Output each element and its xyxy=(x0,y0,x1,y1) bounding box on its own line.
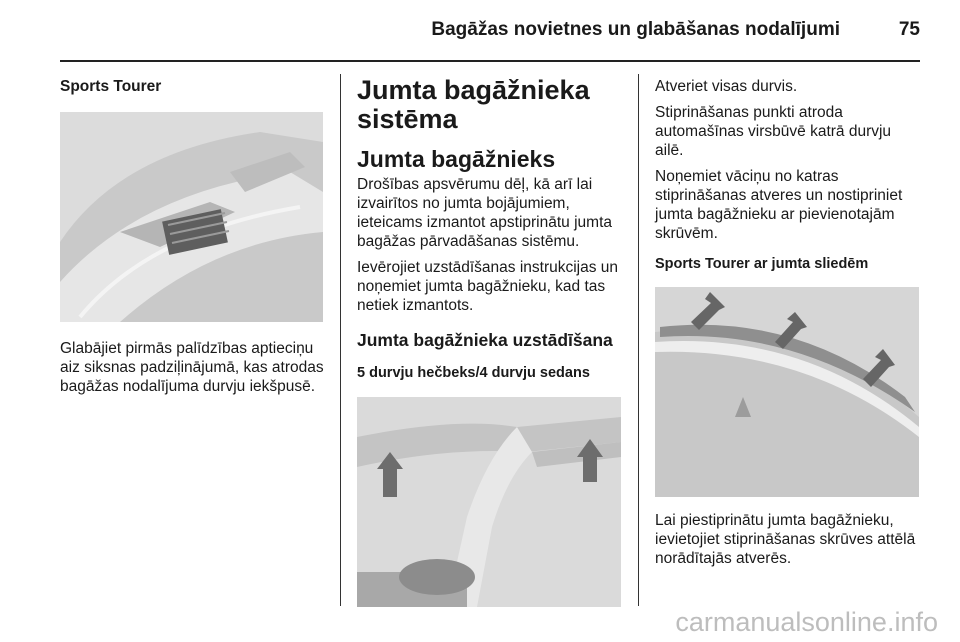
column-1 xyxy=(60,74,326,396)
section-subtitle: Sports Tourer xyxy=(60,78,162,95)
column-2 xyxy=(357,74,623,607)
instructions-paragraph: Ievērojiet uzstādīšanas instrukcijas un noņemiet jumta bagāžnieku, kad tas netiek izmantots. xyxy=(357,259,619,314)
watermark: carmanualsonline.info xyxy=(675,607,938,637)
safety-paragraph: Drošības apsvērumu dēļ, kā arī lai izvairītos no jumta bojājumiem, ieteicams izmantot apstiprinātu jumta bagāžas pārvadāšanas sistēmu. xyxy=(357,176,613,250)
first-aid-paragraph: Glabājiet pirmās palīdzības aptieciņu aiz siksnas padziļinājumā, kas atrodas bagāžas nodalījuma durvju iekšpusē. xyxy=(60,340,324,395)
column-divider xyxy=(638,74,639,606)
open-doors-paragraph: Atveriet visas durvis. xyxy=(655,78,798,95)
trunk-first-aid-illustration xyxy=(60,112,323,322)
remove-caps-paragraph: Noņemiet vāciņu no katras stiprināšanas atveres un nostipriniet jumta bagāžnieku ar pievienotajām skrūvēm. xyxy=(655,168,903,242)
roof-rail-illustration xyxy=(655,287,919,497)
mounting-screws-paragraph: Lai piestiprinātu jumta bagāžnieku, ievietojiet stiprināšanas skrūves attēlā norādītajās atverēs. xyxy=(655,512,916,567)
column-divider xyxy=(340,74,341,606)
page-header xyxy=(0,0,960,62)
header-divider xyxy=(60,60,920,62)
page-number: 75 xyxy=(898,19,920,40)
subsection-heading: Jumta bagāžnieks xyxy=(357,146,556,172)
column-3 xyxy=(655,74,920,568)
page-title: Bagāžas novietnes un glabāšanas nodalījumi xyxy=(431,19,840,40)
model-subheading: 5 durvju hečbeks/4 durvju sedans xyxy=(357,365,590,381)
rails-subheading: Sports Tourer ar jumta sliedēm xyxy=(655,256,869,272)
mount-points-paragraph: Stiprināšanas punkti atroda automašīnas virsbūvē katrā durvju ailē. xyxy=(655,104,892,159)
section-heading: Jumta bagāžnieka sistēma xyxy=(357,75,590,134)
installation-heading: Jumta bagāžnieka uzstādīšana xyxy=(357,330,613,350)
door-frame-mount-illustration xyxy=(357,397,621,607)
